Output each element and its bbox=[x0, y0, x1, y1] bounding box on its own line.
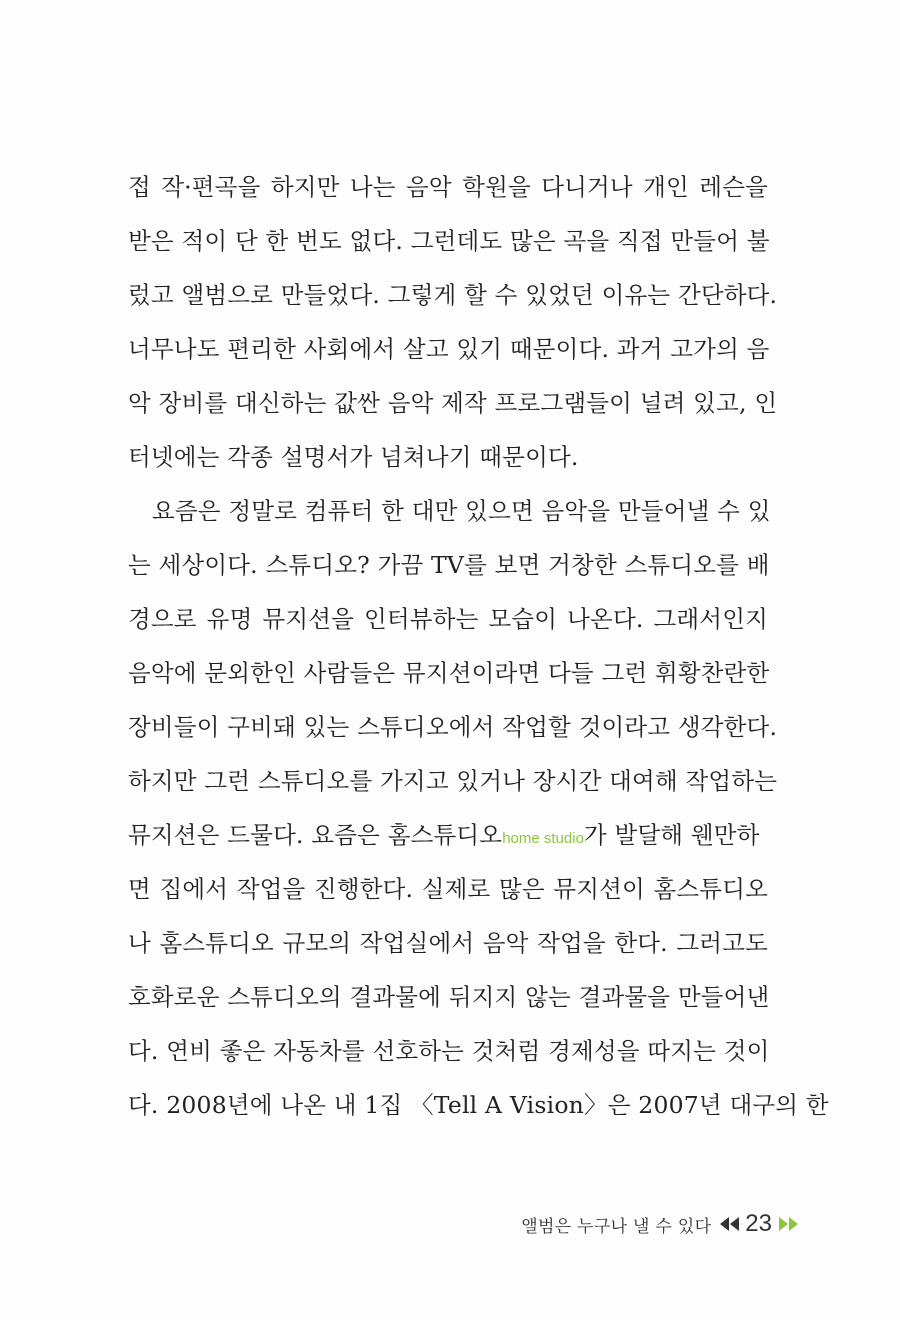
double-left-arrow-icon bbox=[719, 1216, 741, 1232]
double-right-arrow-icon bbox=[778, 1216, 800, 1232]
text-line: 받은 적이 단 한 번도 없다. 그런데도 많은 곡을 직접 만들어 불 bbox=[128, 227, 770, 255]
text-line: 렀고 앨범으로 만들었다. 그렇게 할 수 있었던 이유는 간단하다. bbox=[128, 281, 778, 309]
text-segment: 뮤지션은 드물다. 요즘은 홈스튜디오 bbox=[128, 821, 503, 849]
text-line: 너무나도 편리한 사회에서 살고 있기 때문이다. 과거 고가의 음 bbox=[128, 335, 770, 363]
gloss-annotation: home studio bbox=[502, 830, 584, 847]
text-line: 경으로 유명 뮤지션을 인터뷰하는 모습이 나온다. 그래서인지 bbox=[128, 605, 768, 633]
text-line: 나 홈스튜디오 규모의 작업실에서 음악 작업을 한다. 그러고도 bbox=[128, 929, 768, 957]
body-text bbox=[128, 160, 829, 1132]
text-line-indented: 요즘은 정말로 컴퓨터 한 대만 있으면 음악을 만들어낼 수 있 bbox=[152, 497, 771, 525]
page-footer bbox=[480, 1206, 800, 1242]
text-line: 다. 연비 좋은 자동차를 선호하는 것처럼 경제성을 따지는 것이 bbox=[128, 1037, 770, 1065]
page-number: 23 bbox=[745, 1210, 772, 1237]
text-line: 호화로운 스튜디오의 결과물에 뒤지지 않는 결과물을 만들어낸 bbox=[128, 983, 770, 1011]
text-line: 터넷에는 각종 설명서가 넘쳐나기 때문이다. bbox=[128, 443, 579, 471]
text-line: 다. 2008년에 나온 내 1집 〈Tell A Vision〉은 2007년 대구의 한 bbox=[128, 1091, 829, 1119]
text-line: 는 세상이다. 스튜디오? 가끔 TV를 보면 거창한 스튜디오를 배 bbox=[128, 551, 770, 579]
running-title: 앨범은 누구나 낼 수 있다 bbox=[521, 1216, 712, 1237]
text-line-with-gloss bbox=[128, 808, 768, 862]
text-line: 악 장비를 대신하는 값싼 음악 제작 프로그램들이 널려 있고, 인 bbox=[128, 389, 778, 417]
text-line: 접 작·편곡을 하지만 나는 음악 학원을 다니거나 개인 레슨을 bbox=[128, 173, 768, 201]
text-line: 면 집에서 작업을 진행한다. 실제로 많은 뮤지션이 홈스튜디오 bbox=[128, 875, 768, 903]
text-line: 장비들이 구비돼 있는 스튜디오에서 작업할 것이라고 생각한다. bbox=[128, 713, 778, 741]
text-line: 하지만 그런 스튜디오를 가지고 있거나 장시간 대여해 작업하는 bbox=[128, 767, 778, 795]
text-line: 음악에 문외한인 사람들은 뮤지션이라면 다들 그런 휘황찬란한 bbox=[128, 659, 770, 687]
text-segment: 가 발달해 웬만하 bbox=[583, 821, 760, 849]
